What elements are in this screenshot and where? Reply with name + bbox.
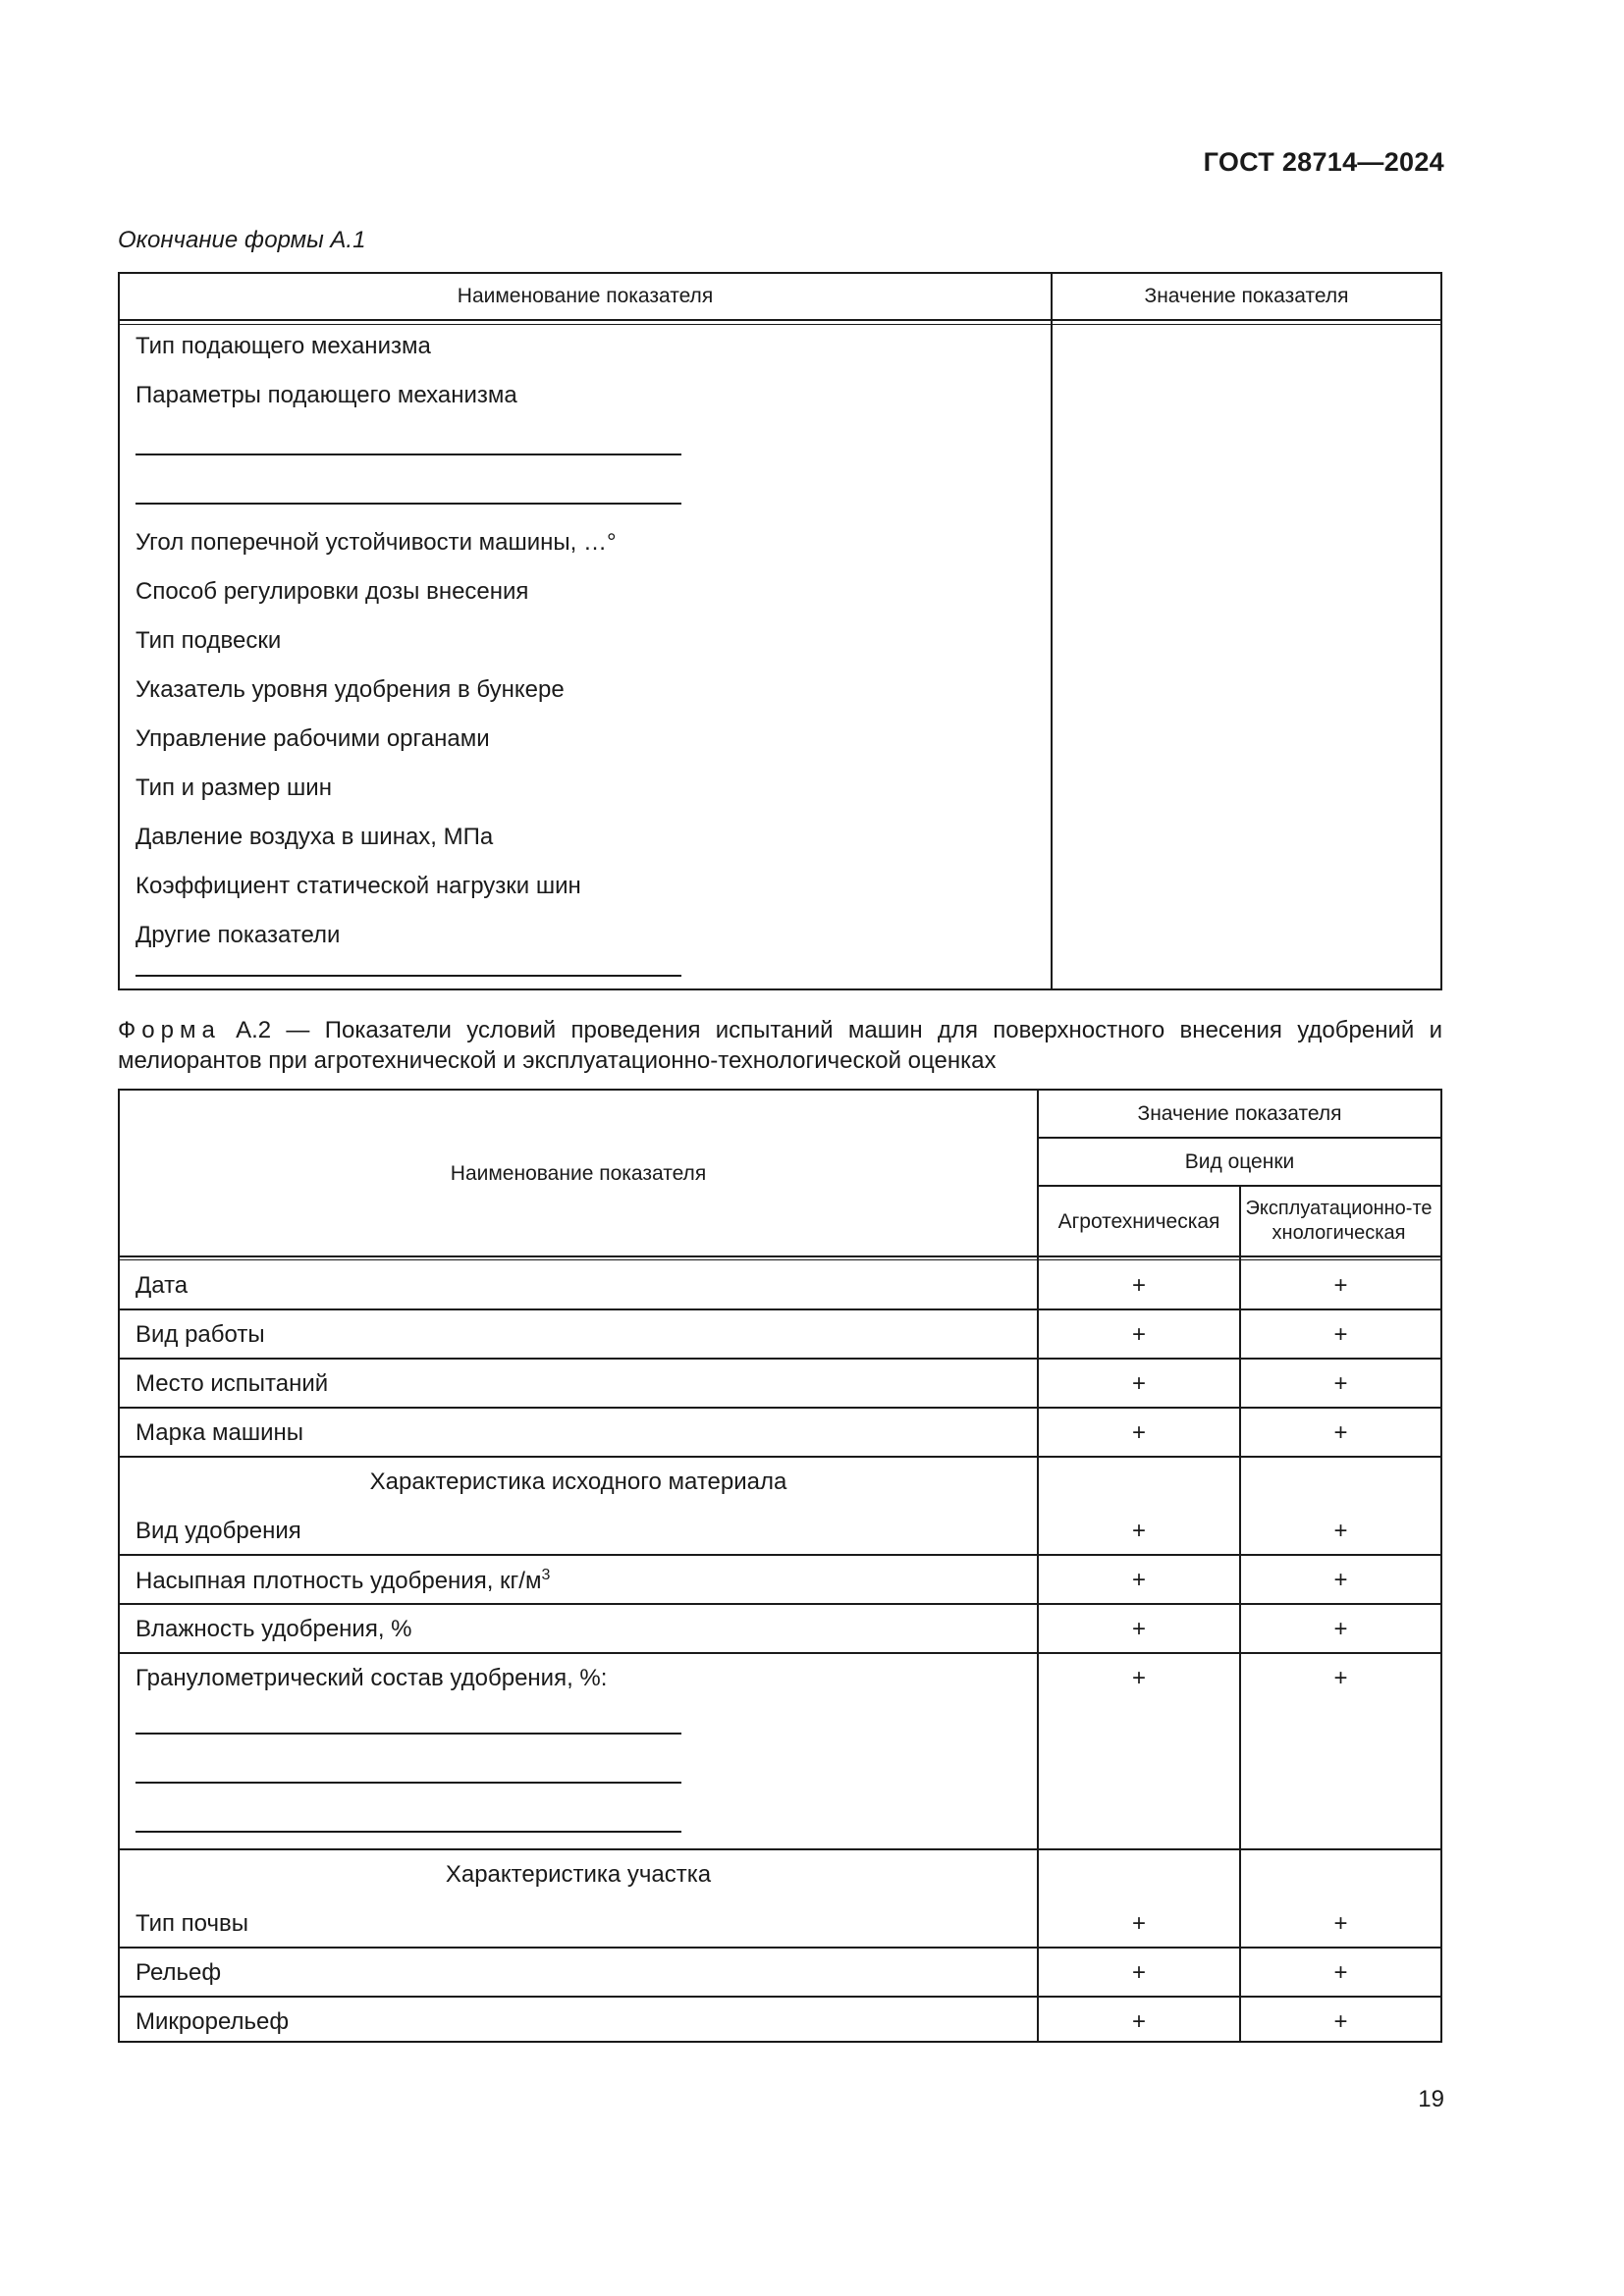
mark-operational: + [1333, 1910, 1348, 1937]
form-label: Форма [118, 1017, 221, 1043]
table-form-a2 [118, 1089, 1442, 2043]
row-divider [120, 1456, 1440, 1458]
row-microrelief: Микрорельеф [135, 2008, 290, 2035]
mark-operational: + [1333, 1370, 1348, 1397]
row-divider [120, 1603, 1440, 1605]
mark-agro: + [1131, 1567, 1146, 1593]
column-header-value: Значение показателя [1137, 1102, 1342, 1125]
mark-agro: + [1131, 1616, 1146, 1642]
row-machine-brand: Марка машины [135, 1419, 304, 1446]
row-soil-type: Тип почвы [135, 1910, 248, 1937]
mark-operational: + [1333, 1518, 1348, 1544]
row-test-place: Место испытаний [135, 1370, 329, 1397]
row-divider [120, 1308, 1440, 1310]
mark-operational: + [1333, 1419, 1348, 1446]
blank-line [135, 1831, 681, 1833]
row-other-indicators: Другие показатели [135, 922, 341, 948]
row-suspension-type: Тип подвески [135, 627, 282, 654]
mark-operational: + [1333, 1321, 1348, 1348]
row-divider [120, 1554, 1440, 1556]
header-divider [120, 319, 1440, 325]
row-dose-adjustment: Способ регулировки дозы внесения [135, 578, 529, 605]
mark-agro: + [1131, 2008, 1146, 2035]
table1-caption: Окончание формы А.1 [118, 227, 366, 253]
mark-operational: + [1333, 1959, 1348, 1986]
column-header-name: Наименование показателя [457, 285, 714, 307]
column-header-operational: Эксплуатационно-технологическая [1245, 1198, 1433, 1244]
column-header-value: Значение показателя [1144, 285, 1349, 307]
mark-agro: + [1131, 1272, 1146, 1299]
mark-operational: + [1333, 1272, 1348, 1299]
row-divider [120, 1848, 1440, 1850]
row-hopper-level-indicator: Указатель уровня удобрения в бункере [135, 676, 565, 703]
mark-operational: + [1333, 1616, 1348, 1642]
mark-agro: + [1131, 1959, 1146, 1986]
mark-operational: + [1333, 2008, 1348, 2035]
mark-agro: + [1131, 1321, 1146, 1348]
section-source-material: Характеристика исходного материала [369, 1468, 787, 1495]
row-tire-load-coefficient: Коэффициент статической нагрузки шин [135, 873, 581, 899]
unit-superscript: 3 [541, 1567, 551, 1583]
bulk-density-label: Насыпная плотность удобрения, кг/м [135, 1568, 542, 1594]
row-relief: Рельеф [135, 1959, 222, 1986]
row-work-type: Вид работы [135, 1321, 265, 1348]
mark-agro: + [1131, 1419, 1146, 1446]
row-divider [120, 1996, 1440, 1998]
blank-line [135, 454, 681, 455]
document-header: ГОСТ 28714—2024 [1203, 147, 1444, 177]
header-divider [120, 1259, 1440, 1260]
row-feed-mechanism-params: Параметры подающего механизма [135, 382, 517, 408]
form-a2-text: А.2 — Показатели условий проведения испытаний машин для поверхностного внесения удобрений и мелиорантов при агротехнической и эксплуатационно-технологической оценках [118, 1017, 1442, 1074]
blank-line [135, 503, 681, 505]
mark-agro: + [1131, 1665, 1146, 1691]
blank-line [135, 1782, 681, 1784]
section-site: Характеристика участка [445, 1861, 712, 1888]
row-fertilizer-kind: Вид удобрения [135, 1518, 301, 1544]
row-bulk-density [135, 1567, 550, 1595]
mark-operational: + [1333, 1665, 1348, 1691]
row-working-parts-control: Управление рабочими органами [135, 725, 490, 752]
mark-agro: + [1131, 1370, 1146, 1397]
row-humidity: Влажность удобрения, % [135, 1616, 412, 1642]
blank-line [135, 1733, 681, 1735]
column-header-agrotechnical: Агротехническая [1057, 1209, 1220, 1233]
mark-operational: + [1333, 1567, 1348, 1593]
row-divider [120, 1358, 1440, 1360]
row-divider [120, 1652, 1440, 1654]
row-granulometry: Гранулометрический состав удобрения, %: [135, 1665, 608, 1691]
blank-line [135, 975, 681, 977]
table-form-a1-end [118, 272, 1442, 990]
page-number: 19 [1418, 2086, 1444, 2112]
row-tire-type-size: Тип и размер шин [135, 774, 332, 801]
row-feed-mechanism-type: Тип подающего механизма [135, 333, 431, 359]
form-a2-title [118, 1015, 1442, 1076]
column-header-evaluation: Вид оценки [1184, 1150, 1295, 1173]
column-header-name: Наименование показателя [450, 1161, 707, 1185]
header-divider [120, 1255, 1440, 1257]
row-tire-pressure: Давление воздуха в шинах, МПа [135, 824, 494, 850]
mark-agro: + [1131, 1518, 1146, 1544]
mark-agro: + [1131, 1910, 1146, 1937]
column-divider [1051, 274, 1053, 988]
row-divider [120, 1947, 1440, 1949]
row-divider [120, 1407, 1440, 1409]
row-stability-angle: Угол поперечной устойчивости машины, …° [135, 529, 617, 556]
row-date: Дата [135, 1272, 189, 1299]
